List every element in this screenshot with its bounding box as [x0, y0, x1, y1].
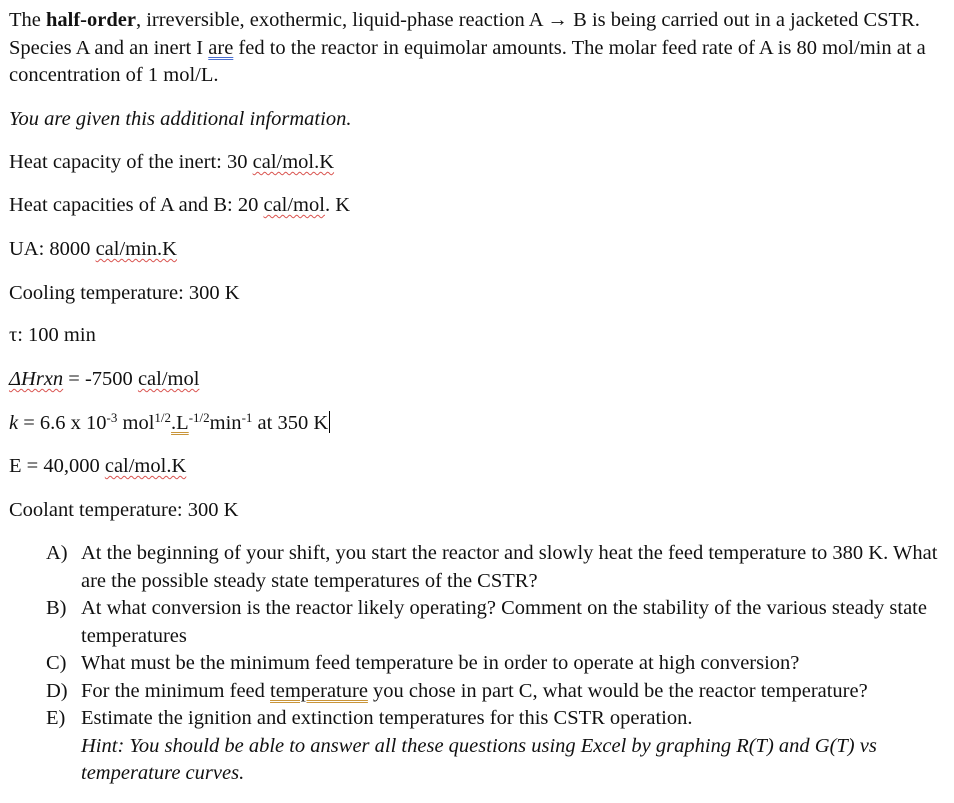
grammar-flag-are[interactable]: are — [208, 36, 234, 59]
heat-of-reaction: ΔHrxn = -7500 cal/mol — [9, 368, 200, 390]
intro-text: fed to the reactor in equimolar amounts. The molar feed rate of A is 80 mol/min at a concentration of 1 mol/L. — [9, 36, 926, 86]
grammar-flag[interactable]: temperature — [270, 679, 368, 702]
intro-text: , irreversible, exothermic, liquid-phase reaction A → B is being carried out in a jacketed CSTR. Species A and an inert I — [9, 9, 920, 59]
spelling-flag[interactable]: cal/mol — [263, 194, 325, 216]
grammar-flag[interactable]: .L — [171, 412, 189, 434]
activation-energy: E = 40,000 cal/mol.K — [9, 455, 187, 477]
intro-text: The — [9, 9, 46, 31]
tau-value: τ: 100 min — [9, 324, 96, 346]
question-b: B) At what conversion is the reactor likely operating? Comment on the stability of the various steady state temperatures — [46, 597, 927, 647]
question-list — [46, 540, 951, 788]
half-order-bold: half-order — [46, 9, 136, 31]
spelling-flag[interactable]: cal/mol.K — [104, 455, 187, 477]
rate-constant: k = 6.6 x $10^{-3}$ $mol^{1/2}.L^{-1/2}\min^{-1}$ at 350 K — [9, 410, 329, 434]
spelling-flag[interactable]: cal/mol.K — [252, 151, 335, 173]
additional-info-heading: You are given this additional information. — [9, 108, 352, 130]
question-d: D) For the minimum feed temperature you chose in part C, what would be the reactor temperature? — [46, 679, 868, 702]
ab-heat-capacities: Heat capacities of A and B: 20 cal/mol. K — [9, 194, 351, 216]
cooling-temperature: Cooling temperature: 300 K — [9, 282, 240, 304]
spelling-flag[interactable]: cal/min.K — [95, 238, 177, 260]
spelling-flag[interactable]: cal/mol — [137, 368, 200, 390]
text-cursor — [329, 411, 330, 433]
ua-value: UA: 8000 cal/min.K — [9, 238, 177, 260]
spelling-flag[interactable]: ΔHrxn — [9, 368, 64, 390]
coolant-temperature: Coolant temperature: 300 K — [9, 499, 239, 521]
inert-heat-capacity: Heat capacity of the inert: 30 cal/mol.K — [9, 151, 335, 173]
question-a: A) At the beginning of your shift, you start the reactor and slowly heat the feed temperature to 380 K. What are the possible steady state temperatures of the CSTR? — [46, 542, 938, 592]
problem-statement — [9, 7, 939, 90]
question-e: E) Estimate the ignition and extinction temperatures for this CSTR operation. — [46, 707, 693, 729]
hint-text: Hint: You should be able to answer all these questions using Excel by graphing R(T) and G(T) vs temperature curves. — [81, 734, 877, 784]
question-c: C) What must be the minimum feed temperature be in order to operate at high conversion? — [46, 652, 800, 674]
